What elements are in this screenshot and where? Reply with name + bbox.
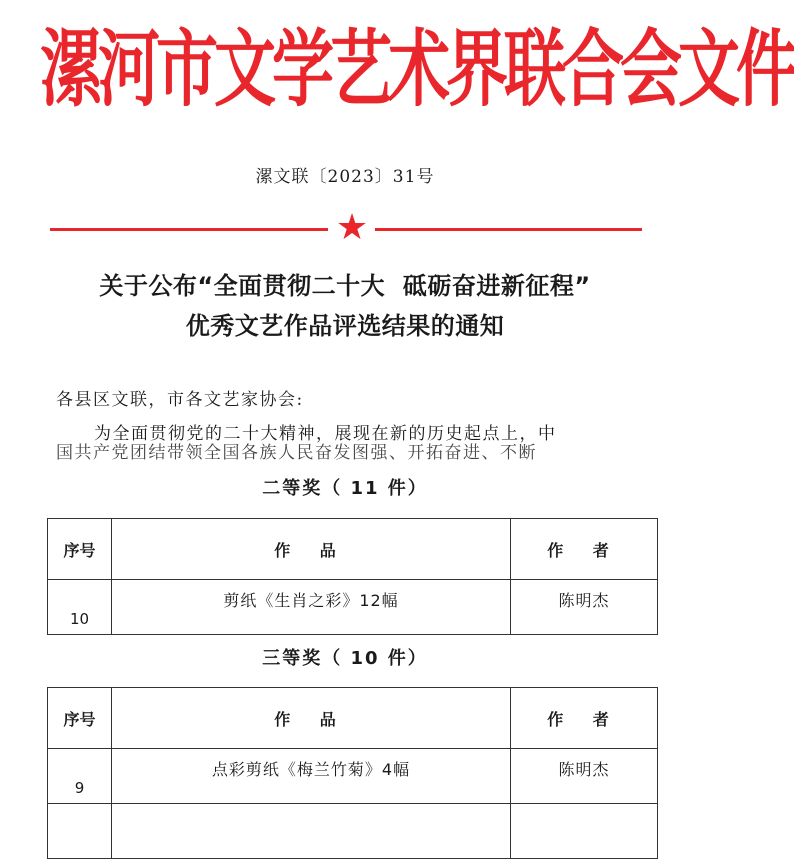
header-cell-work: 作 品 [112,688,511,749]
table-row [48,749,658,804]
cell-author: 陈明杰 [511,749,658,804]
header-cell-author: 作 者 [511,519,658,580]
notice-title-line1: 关于公布“全面贯彻二十大 砥砺奋进新征程” [99,272,591,300]
second-prize-table [47,518,658,635]
cut-line-text: 国共产党团结带领全国各族人民奋发图强、开拓奋进、不断 [56,443,537,463]
cell-author: 陈明杰 [511,580,658,635]
cell-author-empty [511,804,658,859]
org-header-title: 漯河市文学艺术界联合会文件 [40,19,794,119]
notice-title-line2: 优秀文艺作品评选结果的通知 [185,312,505,340]
cell-work: 剪纸《生肖之彩》12幅 [112,580,511,635]
second-prize-heading: 二等奖（ 11 件） [262,478,428,499]
table-row-cut [48,804,658,859]
table-header-row [48,688,658,749]
table-row [48,580,658,635]
body-paragraph-cut-line [56,443,656,463]
table-header-row [48,519,658,580]
red-divider-left [50,228,328,231]
salutation: 各县区文联，市各文艺家协会: [56,390,304,410]
body-paragraph-line: 为全面贯彻党的二十大精神，展现在新的历史起点上，中 [94,424,557,444]
third-prize-heading: 三等奖（ 10 件） [262,648,428,669]
second-prize-table-crop [47,518,657,628]
header-cell-no: 序号 [48,519,112,580]
cell-no: 9 [48,749,112,804]
red-divider-right [375,228,642,231]
document-number: 漯文联〔2023〕31号 [255,167,435,187]
header-cell-no: 序号 [48,688,112,749]
cell-no: 10 [48,580,112,635]
cell-work-empty [112,804,511,859]
third-prize-table-crop [47,687,657,823]
header-cell-work: 作 品 [112,519,511,580]
cell-no-empty [48,804,112,859]
star-icon: ★ [335,207,369,248]
cell-work: 点彩剪纸《梅兰竹菊》4幅 [112,749,511,804]
third-prize-table [47,687,658,859]
header-cell-author: 作 者 [511,688,658,749]
